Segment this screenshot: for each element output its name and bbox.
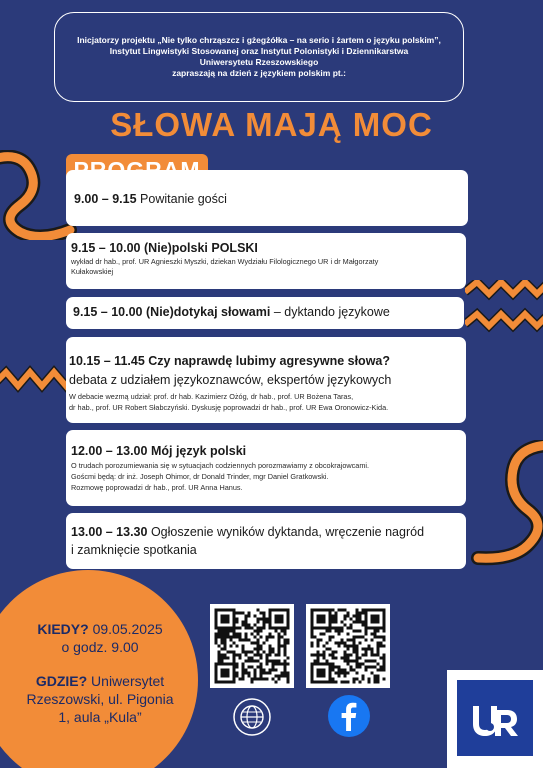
program-item-closing (66, 513, 466, 569)
item-title: (Nie)dotykaj słowami (146, 305, 271, 319)
item-desc-3: Rozmowę poprowadzi dr hab., prof. UR Anna Hanus. (71, 483, 243, 492)
item-desc-2: Goścmi będą: dr inż. Joseph Ohimor, dr Donald Trinder, mgr Daniel Gratkowski. (71, 472, 329, 481)
intro-line-1: Inicjatorzy projektu „Nie tylko chrząszcz i gżegżółka – na serio i żartem o języku polskim”, (77, 35, 441, 45)
item-time: 9.15 – 10.00 (73, 305, 143, 319)
globe-icon[interactable] (232, 697, 272, 737)
item-line-1: Ogłoszenie wyników dyktanda, wręczenie nagród (150, 525, 425, 539)
intro-line-3: Uniwersytetu Rzeszowskiego (199, 57, 319, 67)
program-item-dictation (66, 297, 464, 329)
program-item-lecture (66, 233, 466, 289)
event-title: SŁOWA MAJĄ MOC (110, 106, 433, 143)
place-line-1: Uniwersytet (91, 673, 165, 689)
right-wave-decoration (458, 440, 543, 570)
item-desc-2: Kułakowskiej (71, 267, 114, 276)
website-qr-code[interactable] (210, 604, 294, 688)
item-line-2: i zamknięcie spotkania (71, 543, 197, 557)
ur-logo-mark (457, 680, 533, 756)
gdzie-label: GDZIE? (35, 673, 88, 689)
intro-line-4: zapraszają na dzień z językiem polskim pt.: (172, 68, 346, 78)
item-title: (Nie)polski POLSKI (144, 241, 258, 255)
facebook-icon[interactable] (328, 695, 370, 737)
facebook-qr-code[interactable] (306, 604, 390, 688)
item-desc-1: O trudach porozumiewania się w sytuacjach codziennych porozmawiamy z obcokrajowcami. (71, 461, 370, 470)
place-line-2: Rzeszowski, ul. Pigonia (26, 691, 174, 707)
item-time: 10.15 – 11.45 (69, 354, 145, 368)
item-time: 12.00 – 13.00 (71, 444, 148, 458)
program-item-my-language (66, 430, 466, 506)
item-subtitle: debata z udziałem językoznawców, ekspertów językowych (69, 373, 392, 387)
when-where-circle (0, 570, 198, 768)
kiedy-label: KIEDY? (37, 621, 89, 637)
item-time: 13.00 – 13.30 (71, 525, 148, 539)
item-title: Mój język polski (150, 444, 247, 458)
place-line-3: 1, aula „Kula” (58, 709, 142, 725)
intro-line-2: Instytut Lingwistyki Stosowanej oraz Instytut Polonistyki i Dziennikarstwa (109, 46, 409, 56)
when-where-text (0, 620, 200, 726)
item-time: 9.15 – 10.00 (71, 241, 141, 255)
ur-logo (447, 670, 543, 768)
program-item-debate (66, 337, 466, 423)
intro-box (54, 12, 464, 102)
item-title: Powitanie gości (140, 192, 227, 206)
item-time: 9.00 – 9.15 (74, 192, 137, 206)
event-date: 09.05.2025 (92, 621, 163, 637)
program-item-welcome (66, 170, 468, 226)
event-hour: o godz. 9.00 (61, 639, 139, 655)
item-desc-1: wykład dr hab., prof. UR Agnieszki Myszki, dziekan Wydziału Filologicznego UR i dr Małgorzaty (71, 257, 379, 266)
item-desc-1: W debacie wezmą udział: prof. dr hab. Kazimierz Ożóg, dr hab., prof. UR Bożena Taras, (69, 392, 354, 401)
item-title: Czy naprawdę lubimy agresywne słowa? (148, 354, 391, 368)
item-desc-2: dr hab., prof. UR Robert Słabczyński. Dyskusję poprowadzi dr hab., prof. UR Ewa Oronowicz-Kida. (69, 403, 389, 412)
right-zigzag-decoration (465, 280, 543, 340)
item-rest: – dyktando językowe (273, 305, 390, 319)
